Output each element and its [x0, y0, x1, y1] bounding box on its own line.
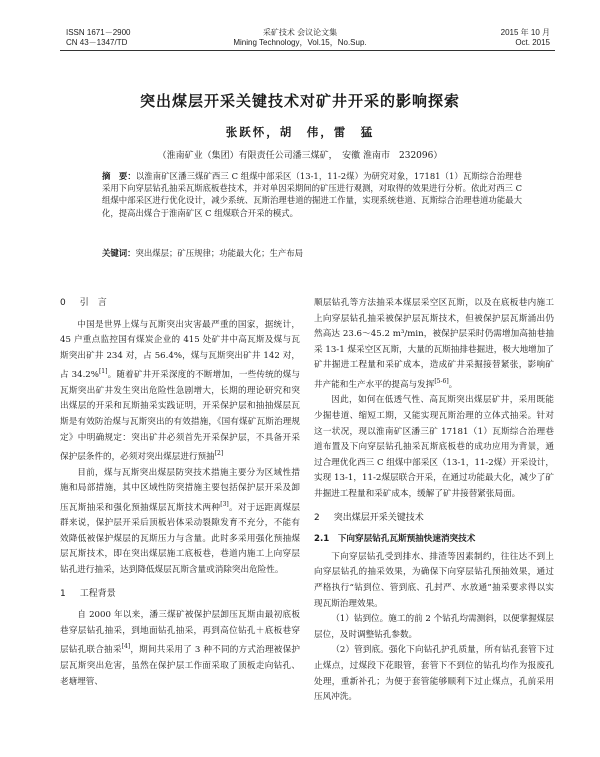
affiliation: （淮南矿业（集团）有限责任公司潘三煤矿， 安徽 淮南市 232096）: [157, 151, 443, 161]
cn-number: CN 43－1347/TD: [66, 38, 128, 47]
journal-name-en: Mining Technology，Vol.15，No.Sup.: [233, 38, 367, 47]
citation: [4]: [121, 643, 131, 651]
section-title: 工程背景: [79, 588, 116, 599]
paragraph: [314, 296, 554, 393]
section-title: 突出煤层开采关键技术: [333, 512, 424, 523]
citation: [5-6]: [434, 377, 449, 385]
keywords: [102, 247, 522, 259]
paragraph-text: 因此，如何在低透气性、高瓦斯突出煤层矿井，采用既能少掘巷道、缩短工期，又能实现瓦斯治理的立体式抽采。针对这一状况，现以淮南矿区潘三矿 17181（1）瓦斯综合治理巷道布置及下向穿层钻孔抽采瓦斯底板巷的成功应用为背景，通过合理优化西三 C 组煤中部采区（13-1，11-2煤）开采设计，实现 13-1，11-2煤层联合开采，在通过功能最大化，减少了矿井掘进工程量和采矿成本，缓解了矿井接替紧张局面。: [314, 395, 554, 499]
paragraph-text: （2）管到底。强化下向钻孔护孔质量，所有钻孔套管下过止煤点，过煤段下花眼管，套管下不到位的钻孔均作为报废孔处理，重新补孔；为便于套管能够顺利下过止煤点，孔前采用压风冲洗。: [314, 645, 554, 703]
paragraph-text: 顺层钻孔等方法抽采本煤层采空区瓦斯，以及在底板巷内施工上向穿层钻孔抽采被保护层瓦斯技术，但被保护层瓦斯涌出仍然高达 23.6～45.2 m³/min，被保护层采时仍需增加高抽巷抽采 13-1 煤采空区瓦斯，大量的瓦斯抽排巷掘进，极大地增加了矿井掘进工程量和采矿成本，造成矿井采掘接替紧张，影响矿井产能和生产水平的提高与发挥: [314, 298, 554, 390]
header-date-block: [501, 28, 550, 48]
date-en: Oct. 2015: [515, 38, 550, 47]
paragraph-text: ，期间共采用了 3 种不同的方式治理被保护层瓦斯突出危害，虽然在保护层工作面采取了顶板走向钻孔、老塘埋管、: [60, 645, 300, 687]
paragraph: [60, 608, 300, 690]
paragraph-text: 。对于远距离煤层群来说，保护层开采后顶板岩体采动裂隙发育不充分，不能有效降低被保护煤层的瓦斯压力与含量。此时多采用强化预抽煤层瓦斯技术，即在突出煤层施工底板巷，巷道内施工上向穿层钻孔进行抽采，达到降低煤层瓦斯含量或消除突出危险性。: [60, 502, 300, 576]
paper-title: 突出煤层开采关键技术对矿井开采的影响探索: [139, 92, 460, 110]
abstract-label: 摘 要：: [102, 171, 136, 181]
paragraph-text: 中国是世界上煤与瓦斯突出灾害最严重的国家，据统计，45 户重点监控国有煤炭企业的 415 处矿井中高瓦斯及煤与瓦斯突出矿井 234 对，占 56.4%，煤与瓦斯突出矿井 142 对，占 34.2%: [60, 319, 300, 381]
paragraph: [314, 612, 554, 643]
keywords-label: 关键词：: [102, 248, 136, 258]
right-column: [314, 296, 554, 706]
paragraph-text: 。随着矿井开采深度的不断增加，一些传统的煤与瓦斯突出矿井发生突出危险性急剧增大，长期的理论研究和突出煤层的开采和瓦斯抽采实践证明，开采保护层和抽抽煤层瓦斯是有效防治煤与瓦斯突出的有效措施，《国有煤矿瓦斯治理规定》中明确规定：突出矿井必须首先开采保护层，不具备开采保护层条件的，必须对突出煤层进行预抽: [60, 370, 300, 463]
paragraph-text: 下向穿层钻孔受到排水、排渣等因素制约，往往达不到上向穿层钻孔的抽采效果，为确保下向穿层钻孔预抽效果，通过严格执行“钻到位、管到底、孔封严、水放通”抽采要求得以实现瓦斯治理效果。: [314, 551, 554, 609]
citation: [3]: [220, 500, 229, 508]
issn: ISSN 1671－2900: [66, 28, 131, 37]
paragraph: [314, 550, 554, 612]
section-title: 引 言: [79, 298, 107, 308]
paragraph: [60, 466, 300, 579]
authors: 张跃怀，胡 伟，雷 猛: [225, 125, 375, 139]
paragraph-text: （1）钻到位。施工的前 2 个钻孔均需测斜，以便掌握煤层层位，及时调整钻孔参数。: [314, 614, 554, 640]
abstract: [102, 170, 522, 219]
journal-name-cn: 采矿技术 会议论文集: [262, 28, 338, 37]
paragraph-text: 自 2000 年以来，潘三煤矿被保护层卸压瓦斯由最初底板巷穿层钻孔抽采，到地面钻孔抽采，再到高位钻孔＋底板巷穿层钻孔联合抽采: [60, 610, 300, 656]
left-column: [60, 296, 300, 690]
paragraph: [314, 643, 554, 705]
keywords-text: 突出煤层；矿压规律；功能最大化；生产布局: [135, 248, 303, 258]
section-heading-background: [60, 587, 300, 603]
paragraph: [314, 393, 554, 502]
abstract-text: 以淮南矿区潘三煤矿西三 C 组煤中部采区（13-1，11-2煤）为研究对象，17181（1）瓦斯综合治理巷采用下向穿层钻孔抽采瓦斯底板巷技术，并对单因采期间的矿压进行观测，对取得的效果进行分析。依此对西三 C 组煤中部采区进行优化设计，减少系统、瓦斯治理巷道的掘进工作量，实现系统巷道、瓦斯综合治理巷道功能最大化，提高出煤合于淮南矿区 C 组煤联合开采的模式。: [102, 171, 522, 218]
subsection-heading: 2.1 下向穿层钻孔瓦斯预抽快速消突技术: [314, 534, 476, 545]
section-number: 0: [60, 298, 66, 308]
section-number: 1: [60, 588, 66, 599]
section-heading-key-tech: [314, 511, 554, 527]
header-rule: [60, 50, 555, 51]
paragraph: [60, 318, 300, 466]
section-number: 2: [314, 512, 320, 523]
paragraph-text: 。: [448, 379, 458, 390]
citation: [1]: [98, 368, 108, 376]
date-cn: 2015 年 10 月: [500, 28, 550, 37]
paragraph-text: 目前，煤与瓦斯突出煤层防突技术措施主要分为区域性措施和局部措施，其中区域性防突措施主要包括保护层开采及卸压瓦斯抽采和强化预抽煤层瓦斯技术两种: [60, 467, 300, 513]
citation: [2]: [214, 450, 224, 458]
section-heading-intro: [60, 296, 300, 312]
